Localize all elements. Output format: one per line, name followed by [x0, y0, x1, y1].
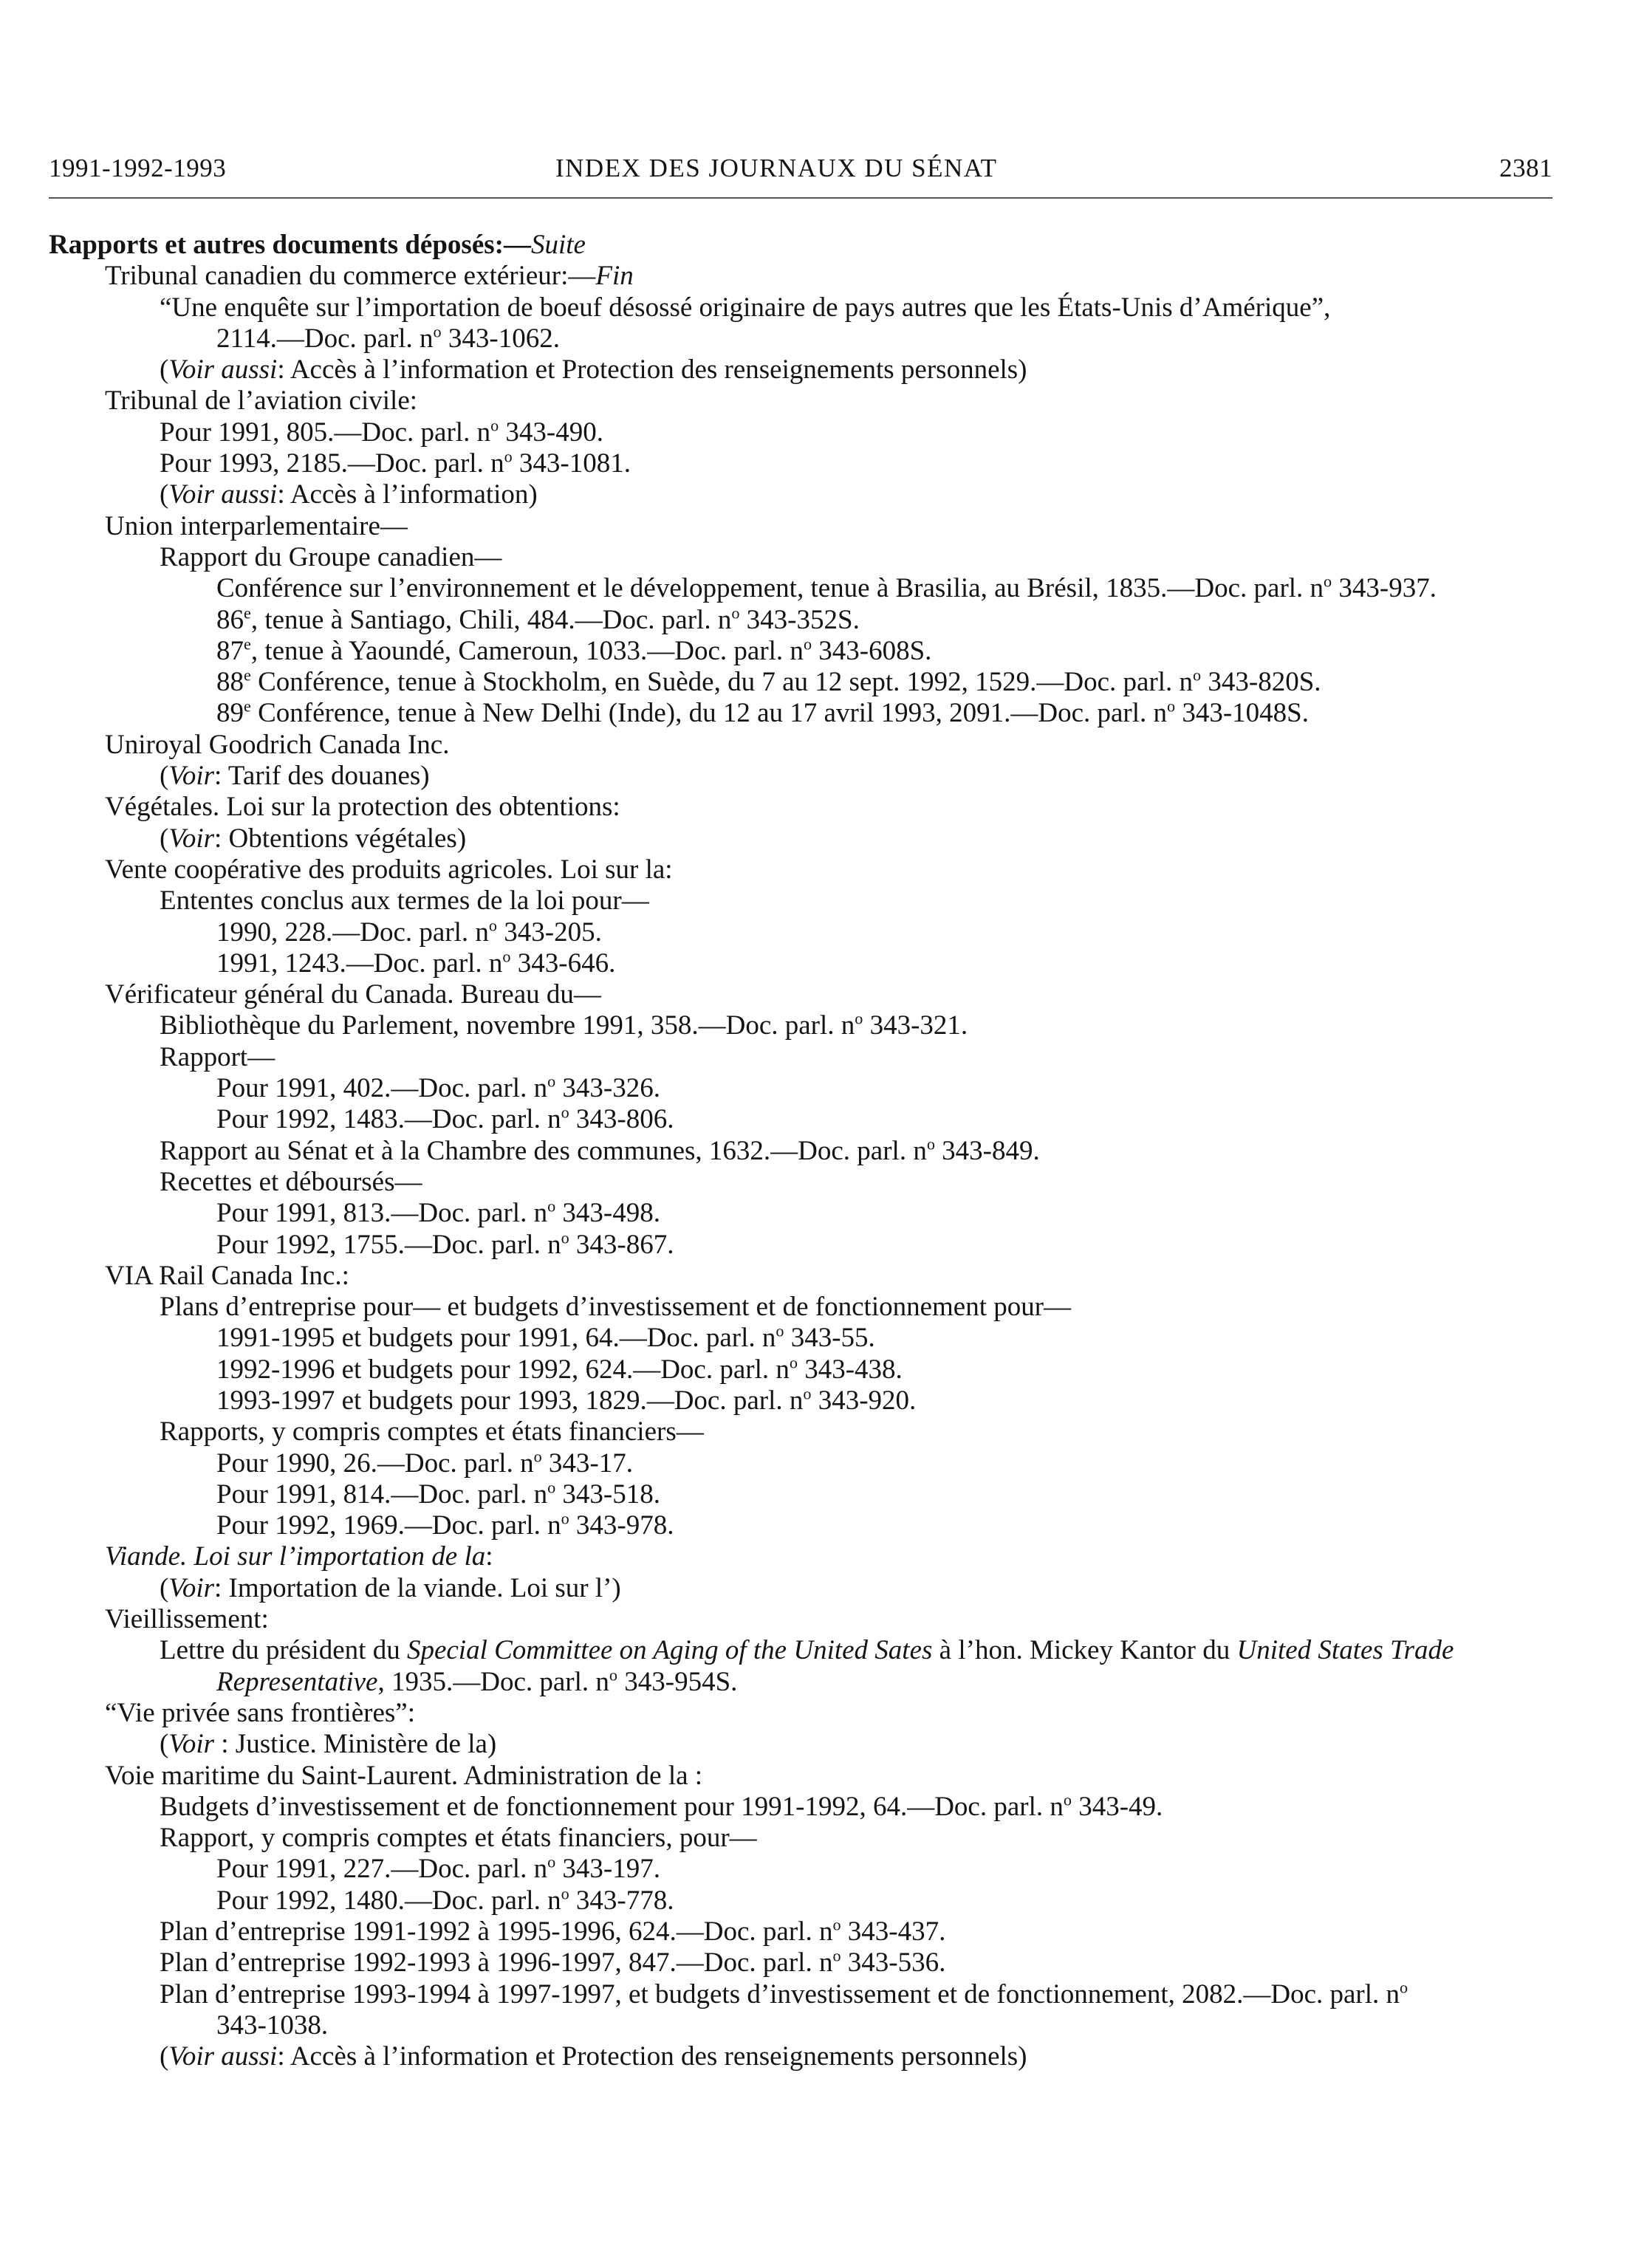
index-line-level-3 [49, 1073, 1555, 1104]
entry-text: Vérificateur général du Canada. Bureau du— [105, 979, 601, 1010]
index-line-level-3 [49, 1510, 1555, 1541]
index-line-level-3 [49, 605, 1555, 636]
index-line-level-1 [49, 979, 1555, 1010]
index-line-level-2 [49, 1823, 1555, 1854]
entry-text: 343-1062. [441, 323, 560, 354]
index-line-level-1 [49, 1698, 1555, 1729]
superscript: e [244, 665, 251, 685]
index-line-level-3 [49, 1885, 1555, 1916]
entry-text: Végétales. Loi sur la protection des obtentions: [105, 792, 620, 823]
entry-text: 88 [216, 667, 244, 698]
entry-text: 1990, 228.—Doc. parl. n [216, 917, 489, 948]
entry-text: Tribunal canadien du commerce extérieur:— [105, 261, 596, 292]
index-line-level-1 [49, 730, 1555, 761]
entry-text: 343-490. [499, 417, 603, 448]
superscript: o [433, 322, 442, 341]
index-line-level-2 [49, 885, 1555, 917]
index-line-level-2 [49, 1292, 1555, 1323]
bold-heading: Rapports et autres documents déposés:— [49, 230, 531, 260]
italic-text: Viande. Loi sur l’importation de la [105, 1541, 486, 1572]
entry-text: Rapports, y compris comptes et états financiers— [160, 1416, 704, 1448]
italic-text: Voir [168, 761, 215, 792]
entry-text: Plan d’entreprise 1993-1994 à 1997-1997, et budgets d’investissement et de fonctionnement, 2082.—Doc. parl. n [160, 1978, 1400, 2010]
entry-text: Plan d’entreprise 1991-1992 à 1995-1996, 624.—Doc. parl. n [160, 1916, 833, 1947]
index-line-level-1 [49, 1604, 1555, 1635]
superscript: o [561, 1509, 569, 1528]
italic-text: Representative [216, 1666, 378, 1697]
superscript: o [926, 1134, 935, 1154]
entry-text: : Accès à l’information) [277, 479, 538, 510]
superscript: o [547, 1196, 556, 1216]
superscript: o [832, 1915, 841, 1934]
entry-text: Rapport au Sénat et à la Chambre des communes, 1632.—Doc. parl. n [160, 1135, 927, 1166]
entry-text: Plan d’entreprise 1992-1993 à 1996-1997, 847.—Doc. parl. n [160, 1947, 833, 1978]
index-line-level-1 [49, 854, 1555, 885]
entry-text: 343-352S. [739, 604, 860, 635]
superscript: o [488, 916, 498, 935]
entry-text: Lettre du président du [160, 1635, 407, 1666]
entry-text: Pour 1992, 1483.—Doc. parl. n [216, 1104, 561, 1135]
index-line-level-3 [49, 948, 1555, 979]
entry-text: 343-17. [541, 1448, 633, 1479]
entry-text: Vieillissement: [105, 1604, 269, 1635]
index-line-level-2 [49, 1010, 1555, 1041]
entry-text: : Tarif des douanes) [214, 761, 430, 792]
italic-text: Voir [168, 1729, 215, 1760]
header-years: 1991-1992-1993 [49, 154, 227, 182]
entry-text: ( [160, 761, 169, 792]
superscript: o [803, 1384, 812, 1403]
index-line-level-3 [49, 667, 1555, 698]
italic-text: Special Committee on Aging of the United Sates [406, 1635, 933, 1666]
index-line-level-3 [49, 1479, 1555, 1510]
index-line-level-3 [49, 1354, 1555, 1385]
index-line-level-3 [49, 698, 1555, 729]
index-line-level-2 [49, 417, 1555, 448]
entry-text: Pour 1991, 227.—Doc. parl. n [216, 1854, 548, 1885]
entry-text: Rapport, y compris comptes et états financiers, pour— [160, 1823, 757, 1854]
index-line-level-1 [49, 511, 1555, 542]
entry-text: Conférence sur l’environnement et le développement, tenue à Brasilia, au Brésil, 1835.—Doc. parl. n [216, 573, 1324, 604]
entry-text: ( [160, 2041, 169, 2072]
entry-text: 343-205. [497, 917, 602, 948]
entry-text: 343-518. [555, 1479, 660, 1510]
index-line-level-0 [49, 230, 1555, 261]
superscript: o [490, 416, 499, 435]
index-line-level-2 [49, 1416, 1555, 1448]
index-line-level-2 [49, 1729, 1555, 1760]
header-title: INDEX DES JOURNAUX DU SÉNAT [555, 154, 998, 182]
entry-text: Union interparlementaire— [105, 510, 408, 541]
entry-text: Pour 1991, 813.—Doc. parl. n [216, 1198, 548, 1229]
entry-text: Bibliothèque du Parlement, novembre 1991, 358.—Doc. parl. n [160, 1010, 855, 1041]
index-line-level-3 [49, 1667, 1555, 1698]
italic-text: Fin [595, 261, 634, 292]
entry-text: 343-608S. [812, 635, 932, 666]
entry-text: 343-778. [569, 1885, 674, 1916]
superscript: o [547, 1853, 556, 1872]
entry-text: “Vie privée sans frontières”: [105, 1697, 416, 1728]
entry-text: Rapport du Groupe canadien— [160, 541, 502, 572]
running-header [49, 154, 1553, 192]
superscript: e [244, 634, 251, 654]
index-line-level-2 [49, 292, 1555, 323]
index-line-level-2 [49, 1573, 1555, 1604]
entry-text: 343-849. [934, 1135, 1040, 1166]
superscript: o [561, 1228, 569, 1247]
entry-text: Uniroyal Goodrich Canada Inc. [105, 729, 450, 760]
superscript: o [561, 1884, 569, 1903]
entry-text: 343-438. [797, 1354, 903, 1385]
superscript: o [832, 1947, 841, 1966]
entry-text: : [485, 1541, 493, 1572]
index-line-level-2 [49, 1916, 1555, 1947]
entry-text: Pour 1990, 26.—Doc. parl. n [216, 1448, 534, 1479]
entry-text: ( [160, 354, 169, 386]
entry-text: , tenue à Santiago, Chili, 484.—Doc. parl. n [250, 604, 732, 635]
superscript: o [533, 1447, 542, 1466]
entry-text: 87 [216, 635, 244, 666]
entry-text: 343-646. [510, 948, 616, 979]
index-line-level-2 [49, 542, 1555, 573]
superscript: o [776, 1322, 784, 1341]
entry-text: Tribunal de l’aviation civile: [105, 386, 418, 417]
entry-text: Ententes conclus aux termes de la loi pour— [160, 885, 649, 917]
index-line-level-2 [49, 1136, 1555, 1167]
entry-text: 343-806. [569, 1104, 674, 1135]
superscript: o [1063, 1790, 1072, 1809]
entry-text: 343-49. [1071, 1791, 1163, 1822]
italic-text: Voir aussi [168, 354, 278, 386]
entry-text: 343-867. [569, 1229, 674, 1260]
entry-text: 343-820S. [1201, 667, 1321, 698]
entry-text: ( [160, 1729, 169, 1760]
superscript: o [803, 634, 812, 654]
superscript: o [1400, 1978, 1408, 1997]
entry-text: , 1935.—Doc. parl. n [377, 1666, 609, 1697]
italic-text: Voir aussi [168, 2041, 278, 2072]
index-line-level-1 [49, 261, 1555, 292]
entry-text: Plans d’entreprise pour— et budgets d’investissement et de fonctionnement pour— [160, 1292, 1072, 1323]
index-line-level-2 [49, 1042, 1555, 1073]
entry-text: 343-1048S. [1175, 698, 1310, 729]
index-line-level-3 [49, 1198, 1555, 1229]
index-line-level-3 [49, 1854, 1555, 1885]
entry-text: Conférence, tenue à New Delhi (Inde), du 12 au 17 avril 1993, 2091.—Doc. parl. n [250, 698, 1168, 729]
index-line-level-3 [49, 1448, 1555, 1479]
entry-text: Pour 1991, 805.—Doc. parl. n [160, 417, 491, 448]
index-line-level-2 [49, 761, 1555, 792]
entry-text: 343-1081. [512, 448, 631, 479]
superscript: e [244, 603, 251, 623]
entry-text: Conférence, tenue à Stockholm, en Suède, du 7 au 12 sept. 1992, 1529.—Doc. parl. n [250, 667, 1194, 698]
superscript: o [855, 1010, 863, 1029]
entry-text: 1991-1995 et budgets pour 1991, 64.—Doc. parl. n [216, 1323, 776, 1354]
superscript: o [547, 1478, 556, 1497]
entry-text: Recettes et déboursés— [160, 1166, 422, 1197]
entry-text: Budgets d’investissement et de fonctionnement pour 1991-1992, 64.—Doc. parl. n [160, 1791, 1064, 1822]
entry-text: 343-197. [555, 1854, 660, 1885]
entry-text: 2114.—Doc. parl. n [216, 323, 434, 354]
index-line-level-3 [49, 1104, 1555, 1135]
index-line-level-3 [49, 2010, 1555, 2041]
entry-text: Pour 1992, 1755.—Doc. parl. n [216, 1229, 561, 1260]
index-line-level-3 [49, 1323, 1555, 1354]
entry-text: 86 [216, 604, 244, 635]
entry-text: 1991, 1243.—Doc. parl. n [216, 948, 503, 979]
entry-text: Rapport— [160, 1041, 275, 1072]
index-entries [49, 230, 1555, 2073]
entry-text: Pour 1991, 402.—Doc. parl. n [216, 1073, 548, 1104]
entry-text: ( [160, 823, 169, 854]
index-line-level-3 [49, 917, 1555, 948]
index-line-level-1 [49, 1261, 1555, 1292]
superscript: o [1324, 572, 1332, 591]
index-line-level-3 [49, 573, 1555, 604]
index-line-level-3 [49, 1385, 1555, 1416]
index-line-level-2 [49, 479, 1555, 510]
entry-text: 343-920. [811, 1385, 917, 1416]
entry-text: 343-1038. [216, 2010, 329, 2041]
entry-text: 343-954S. [617, 1666, 738, 1697]
superscript: o [609, 1665, 617, 1685]
superscript: e [244, 697, 251, 716]
italic-text: Voir [168, 823, 215, 854]
index-line-level-3 [49, 323, 1555, 354]
index-line-level-3 [49, 1230, 1555, 1261]
entry-text: 1993-1997 et budgets pour 1993, 1829.—Doc. parl. n [216, 1385, 804, 1416]
entry-text: Pour 1991, 814.—Doc. parl. n [216, 1479, 548, 1510]
superscript: o [561, 1103, 569, 1122]
entry-text: Voie maritime du Saint-Laurent. Administration de la : [105, 1760, 703, 1791]
entry-text: 343-536. [841, 1947, 946, 1978]
index-line-level-3 [49, 636, 1555, 667]
entry-text: 343-437. [841, 1916, 946, 1947]
italic-text: Voir aussi [168, 479, 278, 510]
index-line-level-1 [49, 1541, 1555, 1572]
entry-text: Vente coopérative des produits agricoles. Loi sur la: [105, 854, 673, 885]
superscript: o [1167, 697, 1176, 716]
entry-text: : Obtentions végétales) [214, 823, 467, 854]
superscript: o [731, 603, 740, 623]
entry-text: : Importation de la viande. Loi sur l’) [214, 1572, 621, 1603]
entry-text: 343-326. [555, 1073, 660, 1104]
entry-text: : Accès à l’information et Protection des renseignements personnels) [277, 354, 1027, 386]
index-line-level-1 [49, 1761, 1555, 1792]
index-line-level-1 [49, 386, 1555, 417]
entry-text: 343-55. [784, 1323, 875, 1354]
superscript: o [1193, 665, 1202, 685]
index-line-level-2 [49, 1792, 1555, 1823]
entry-text: : Accès à l’information et Protection des renseignements personnels) [277, 2041, 1027, 2072]
index-line-level-1 [49, 792, 1555, 823]
index-line-level-2 [49, 1979, 1555, 2010]
entry-text: Pour 1993, 2185.—Doc. parl. n [160, 448, 504, 479]
italic-text: Suite [530, 230, 586, 260]
superscript: o [502, 947, 511, 966]
superscript: o [504, 447, 513, 466]
entry-text: VIA Rail Canada Inc.: [105, 1260, 349, 1291]
index-line-level-2 [49, 1635, 1555, 1666]
index-line-level-2 [49, 1167, 1555, 1198]
index-line-level-2 [49, 2041, 1555, 2072]
index-line-level-2 [49, 1947, 1555, 1978]
italic-text: United States Trade [1236, 1635, 1454, 1666]
entry-text: : Justice. Ministère de la) [214, 1729, 497, 1760]
entry-text: 1992-1996 et budgets pour 1992, 624.—Doc. parl. n [216, 1354, 790, 1385]
entry-text: Pour 1992, 1969.—Doc. parl. n [216, 1510, 561, 1541]
entry-text: 343-937. [1332, 573, 1437, 604]
entry-text: Pour 1992, 1480.—Doc. parl. n [216, 1885, 561, 1916]
header-rule [49, 197, 1553, 199]
entry-text: “Une enquête sur l’importation de boeuf désossé originaire de pays autres que les États-Unis d’Amérique”, [160, 292, 1331, 323]
superscript: o [547, 1072, 556, 1091]
entry-text: 89 [216, 698, 244, 729]
index-line-level-2 [49, 354, 1555, 386]
entry-text: , tenue à Yaoundé, Cameroun, 1033.—Doc. parl. n [250, 635, 804, 666]
entry-text: 343-321. [863, 1010, 968, 1041]
index-line-level-2 [49, 823, 1555, 854]
entry-text: 343-498. [555, 1198, 660, 1229]
italic-text: Voir [168, 1572, 215, 1603]
entry-text: à l’hon. Mickey Kantor du [932, 1635, 1237, 1666]
entry-text: 343-978. [569, 1510, 674, 1541]
page-number: 2381 [1499, 154, 1553, 182]
entry-text: ( [160, 479, 169, 510]
superscript: o [789, 1353, 798, 1372]
entry-text: ( [160, 1572, 169, 1603]
index-line-level-2 [49, 448, 1555, 479]
